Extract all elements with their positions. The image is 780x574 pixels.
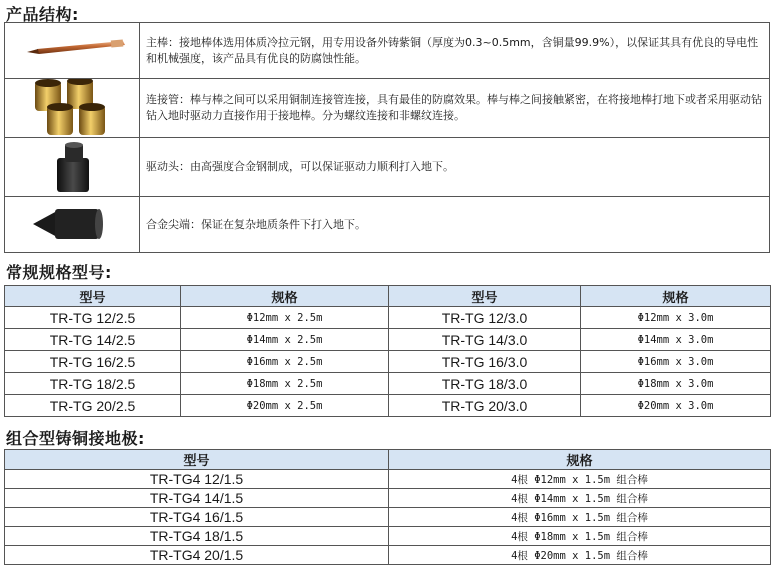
table-row xyxy=(5,395,771,417)
combo-table xyxy=(4,449,771,565)
model-cell: TR-TG4 16/1.5 xyxy=(5,508,389,527)
spec-cell: 4根 Φ16mm x 1.5m 组合棒 xyxy=(389,508,771,527)
model-cell: TR-TG 14/2.5 xyxy=(5,329,181,351)
model-cell: TR-TG4 18/1.5 xyxy=(5,527,389,546)
table-header-row xyxy=(5,450,771,470)
spec-cell: 4根 Φ20mm x 1.5m 组合棒 xyxy=(389,546,771,565)
brass-couplers-image xyxy=(5,79,139,137)
table-row xyxy=(5,351,771,373)
structure-image-cell xyxy=(5,197,140,253)
copper-clad-rod-image xyxy=(5,27,139,75)
spec-title: 常规规格型号: xyxy=(6,263,112,282)
structure-description: 连接管：棒与棒之间可以采用铜制连接管连接，具有最佳的防腐效果。棒与棒之间接触紧密，在将接地棒打地下或者采用驱动钻钻入地时驱动力直接作用于接地棒。分为螺纹连接和非螺纹连接。 xyxy=(140,79,770,138)
spec-cell: Φ16mm x 3.0m xyxy=(581,351,771,373)
spec-cell: Φ12mm x 3.0m xyxy=(581,307,771,329)
table-row xyxy=(5,508,771,527)
column-header: 型号 xyxy=(5,450,389,470)
table-row xyxy=(5,527,771,546)
table-header-row xyxy=(5,286,771,307)
spec-cell: Φ20mm x 3.0m xyxy=(581,395,771,417)
model-cell: TR-TG4 12/1.5 xyxy=(5,470,389,489)
table-row xyxy=(5,470,771,489)
structure-image-cell xyxy=(5,23,140,79)
model-cell: TR-TG 16/2.5 xyxy=(5,351,181,373)
spec-cell: Φ18mm x 3.0m xyxy=(581,373,771,395)
model-cell: TR-TG 20/3.0 xyxy=(389,395,581,417)
column-header: 型号 xyxy=(389,286,581,307)
spec-cell: 4根 Φ18mm x 1.5m 组合棒 xyxy=(389,527,771,546)
structure-table xyxy=(4,22,770,253)
model-cell: TR-TG 20/2.5 xyxy=(5,395,181,417)
structure-description: 主棒：接地棒体选用体质冷拉元钢，用专用设备外铸紫铜（厚度为0.3~0.5mm，含铜量99.9%），以保证其具有优良的导电性和机械强度，该产品具有优良的防腐蚀性能。 xyxy=(140,23,770,79)
structure-title: 产品结构: xyxy=(6,5,79,24)
spec-cell: 4根 Φ12mm x 1.5m 组合棒 xyxy=(389,470,771,489)
structure-row xyxy=(5,197,770,253)
model-cell: TR-TG 18/2.5 xyxy=(5,373,181,395)
model-cell: TR-TG 12/3.0 xyxy=(389,307,581,329)
model-cell: TR-TG 18/3.0 xyxy=(389,373,581,395)
structure-image-cell xyxy=(5,138,140,197)
spec-cell: Φ18mm x 2.5m xyxy=(181,373,389,395)
structure-image-cell xyxy=(5,79,140,138)
table-row xyxy=(5,373,771,395)
table-row xyxy=(5,546,771,565)
table-row xyxy=(5,329,771,351)
spec-cell: Φ14mm x 2.5m xyxy=(181,329,389,351)
column-header: 规格 xyxy=(581,286,771,307)
structure-row xyxy=(5,79,770,138)
spec-cell: Φ20mm x 2.5m xyxy=(181,395,389,417)
model-cell: TR-TG 16/3.0 xyxy=(389,351,581,373)
combo-title: 组合型铸铜接地极: xyxy=(6,429,145,448)
column-header: 规格 xyxy=(181,286,389,307)
drive-head-image xyxy=(5,138,139,196)
spec-cell: 4根 Φ14mm x 1.5m 组合棒 xyxy=(389,489,771,508)
spec-cell: Φ16mm x 2.5m xyxy=(181,351,389,373)
model-cell: TR-TG4 20/1.5 xyxy=(5,546,389,565)
model-cell: TR-TG 14/3.0 xyxy=(389,329,581,351)
structure-row xyxy=(5,138,770,197)
spec-table xyxy=(4,285,771,417)
table-row xyxy=(5,307,771,329)
alloy-tip-image xyxy=(5,197,139,252)
spec-cell: Φ14mm x 3.0m xyxy=(581,329,771,351)
model-cell: TR-TG 12/2.5 xyxy=(5,307,181,329)
column-header: 型号 xyxy=(5,286,181,307)
table-row xyxy=(5,489,771,508)
structure-description: 合金尖端：保证在复杂地质条件下打入地下。 xyxy=(140,197,770,253)
structure-description: 驱动头：由高强度合金钢制成，可以保证驱动力顺利打入地下。 xyxy=(140,138,770,197)
column-header: 规格 xyxy=(389,450,771,470)
spec-cell: Φ12mm x 2.5m xyxy=(181,307,389,329)
structure-row xyxy=(5,23,770,79)
model-cell: TR-TG4 14/1.5 xyxy=(5,489,389,508)
